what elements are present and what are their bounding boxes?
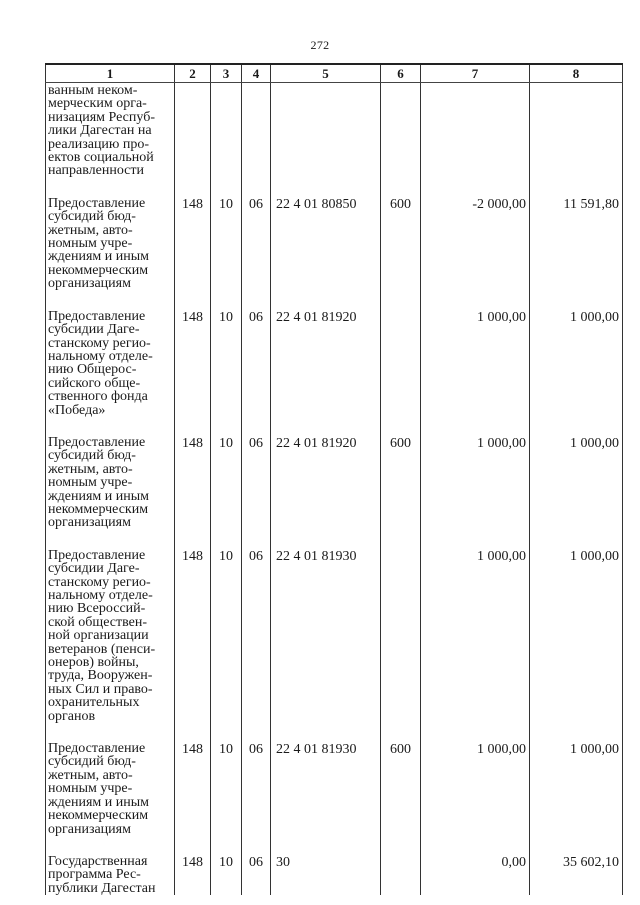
expense-type-cell — [381, 83, 421, 178]
expense-type-cell: 600 — [381, 436, 421, 530]
target-article-cell: 30 — [271, 855, 381, 895]
target-article-cell: 22 4 01 81920 — [271, 436, 381, 530]
spacer-cell — [421, 530, 530, 549]
table-row — [46, 197, 623, 291]
spacer-cell — [530, 417, 623, 436]
column-header-2: 2 — [175, 64, 211, 83]
change-amount-cell: 1 000,00 — [421, 436, 530, 530]
admin-code-cell: 148 — [175, 310, 211, 417]
spacer-cell — [381, 417, 421, 436]
column-header-5: 5 — [271, 64, 381, 83]
budget-table — [45, 63, 623, 895]
row-description — [46, 549, 175, 723]
expense-type-cell: 600 — [381, 742, 421, 836]
spacer-cell — [242, 291, 271, 310]
spacer-cell — [242, 723, 271, 742]
spacer-cell — [211, 530, 242, 549]
table-header-row — [46, 64, 623, 83]
total-amount-cell: 1 000,00 — [530, 742, 623, 836]
row-description-text: Предоставление субсидий бюд- жетным, авто- номным учре- ждениям и иным некоммерческим организациям — [48, 741, 150, 837]
spacer-cell — [46, 178, 175, 197]
column-header-6: 6 — [381, 64, 421, 83]
total-amount-cell — [530, 83, 623, 178]
section-cell: 10 — [211, 310, 242, 417]
spacer-cell — [530, 291, 623, 310]
spacer-cell — [271, 723, 381, 742]
spacer-cell — [46, 530, 175, 549]
spacer-cell — [211, 291, 242, 310]
expense-type-cell: 600 — [381, 197, 421, 291]
row-description-text: Предоставление субсидии Даге- станскому регио- нальному отделе- нию Общерос- сийского обще- ственного фонда «Победа» — [48, 308, 153, 418]
expense-type-cell — [381, 855, 421, 895]
total-amount-cell: 35 602,10 — [530, 855, 623, 895]
spacer-cell — [46, 291, 175, 310]
subsection-cell: 06 — [242, 197, 271, 291]
row-description-text: Предоставление субсидии Даге- станскому регио- нальному отделе- нию Всероссий- ской обществен- ной организации ветеранов (пенси- онеров) войны, труда, Вооружен- ных Сил и право- охранительных органов — [48, 547, 156, 724]
row-description — [46, 436, 175, 530]
change-amount-cell: -2 000,00 — [421, 197, 530, 291]
spacer-cell — [175, 291, 211, 310]
column-header-7: 7 — [421, 64, 530, 83]
change-amount-cell: 0,00 — [421, 855, 530, 895]
table-row — [46, 549, 623, 723]
row-description-text: Предоставление субсидий бюд- жетным, авто- номным учре- ждениям и иным некоммерческим организациям — [48, 195, 150, 292]
subsection-cell: 06 — [242, 549, 271, 723]
spacer-cell — [271, 530, 381, 549]
total-amount-cell: 1 000,00 — [530, 310, 623, 417]
section-cell: 10 — [211, 855, 242, 895]
spacer-cell — [421, 417, 530, 436]
spacer-cell — [381, 723, 421, 742]
spacer-cell — [271, 291, 381, 310]
spacer-cell — [530, 836, 623, 855]
spacer-cell — [530, 178, 623, 197]
row-description-text: Предоставление субсидий бюд- жетным, авто- номным учре- ждениям и иным некоммерческим организациям — [48, 434, 150, 531]
row-description — [46, 83, 175, 178]
spacer-cell — [381, 291, 421, 310]
subsection-cell: 06 — [242, 742, 271, 836]
spacer-cell — [46, 723, 175, 742]
row-spacer — [46, 723, 623, 742]
spacer-cell — [381, 530, 421, 549]
row-spacer — [46, 417, 623, 436]
spacer-cell — [46, 836, 175, 855]
spacer-cell — [530, 530, 623, 549]
row-description — [46, 742, 175, 836]
spacer-cell — [211, 178, 242, 197]
target-article-cell — [271, 83, 381, 178]
subsection-cell: 06 — [242, 855, 271, 895]
change-amount-cell: 1 000,00 — [421, 742, 530, 836]
column-header-8: 8 — [530, 64, 623, 83]
admin-code-cell: 148 — [175, 855, 211, 895]
column-header-1: 1 — [46, 64, 175, 83]
spacer-cell — [421, 291, 530, 310]
row-spacer — [46, 178, 623, 197]
row-description — [46, 197, 175, 291]
spacer-cell — [211, 836, 242, 855]
page-number: 272 — [310, 38, 330, 52]
table-body — [46, 83, 623, 896]
change-amount-cell: 1 000,00 — [421, 549, 530, 723]
spacer-cell — [421, 178, 530, 197]
column-header-3: 3 — [211, 64, 242, 83]
row-spacer — [46, 291, 623, 310]
target-article-cell: 22 4 01 81930 — [271, 742, 381, 836]
admin-code-cell: 148 — [175, 197, 211, 291]
target-article-cell: 22 4 01 80850 — [271, 197, 381, 291]
table-row — [46, 83, 623, 178]
change-amount-cell — [421, 83, 530, 178]
spacer-cell — [175, 178, 211, 197]
table-row — [46, 742, 623, 836]
spacer-cell — [381, 178, 421, 197]
section-cell: 10 — [211, 549, 242, 723]
total-amount-cell: 1 000,00 — [530, 436, 623, 530]
spacer-cell — [242, 417, 271, 436]
spacer-cell — [271, 836, 381, 855]
admin-code-cell — [175, 83, 211, 178]
spacer-cell — [175, 836, 211, 855]
expense-type-cell — [381, 549, 421, 723]
section-cell: 10 — [211, 742, 242, 836]
table-row — [46, 310, 623, 417]
row-description-text: Государственная программа Рес- публики Дагестан — [48, 853, 156, 896]
table-row — [46, 855, 623, 895]
table-row — [46, 436, 623, 530]
spacer-cell — [175, 723, 211, 742]
subsection-cell: 06 — [242, 436, 271, 530]
spacer-cell — [530, 723, 623, 742]
row-description — [46, 310, 175, 417]
spacer-cell — [242, 530, 271, 549]
row-description-text: ванным неком- мерческим орга- низациям Респуб- лики Дагестан на реализацию про- ектов социальной направленности — [48, 83, 155, 179]
spacer-cell — [242, 836, 271, 855]
subsection-cell: 06 — [242, 310, 271, 417]
spacer-cell — [421, 723, 530, 742]
admin-code-cell: 148 — [175, 436, 211, 530]
spacer-cell — [381, 836, 421, 855]
section-cell — [211, 83, 242, 178]
spacer-cell — [242, 178, 271, 197]
spacer-cell — [421, 836, 530, 855]
section-cell: 10 — [211, 197, 242, 291]
spacer-cell — [175, 530, 211, 549]
spacer-cell — [211, 723, 242, 742]
subsection-cell — [242, 83, 271, 178]
section-cell: 10 — [211, 436, 242, 530]
spacer-cell — [271, 178, 381, 197]
change-amount-cell: 1 000,00 — [421, 310, 530, 417]
target-article-cell: 22 4 01 81930 — [271, 549, 381, 723]
column-header-4: 4 — [242, 64, 271, 83]
total-amount-cell: 1 000,00 — [530, 549, 623, 723]
admin-code-cell: 148 — [175, 549, 211, 723]
spacer-cell — [271, 417, 381, 436]
spacer-cell — [46, 417, 175, 436]
admin-code-cell: 148 — [175, 742, 211, 836]
total-amount-cell: 11 591,80 — [530, 197, 623, 291]
spacer-cell — [211, 417, 242, 436]
expense-type-cell — [381, 310, 421, 417]
row-description — [46, 855, 175, 895]
target-article-cell: 22 4 01 81920 — [271, 310, 381, 417]
row-spacer — [46, 836, 623, 855]
row-spacer — [46, 530, 623, 549]
spacer-cell — [175, 417, 211, 436]
